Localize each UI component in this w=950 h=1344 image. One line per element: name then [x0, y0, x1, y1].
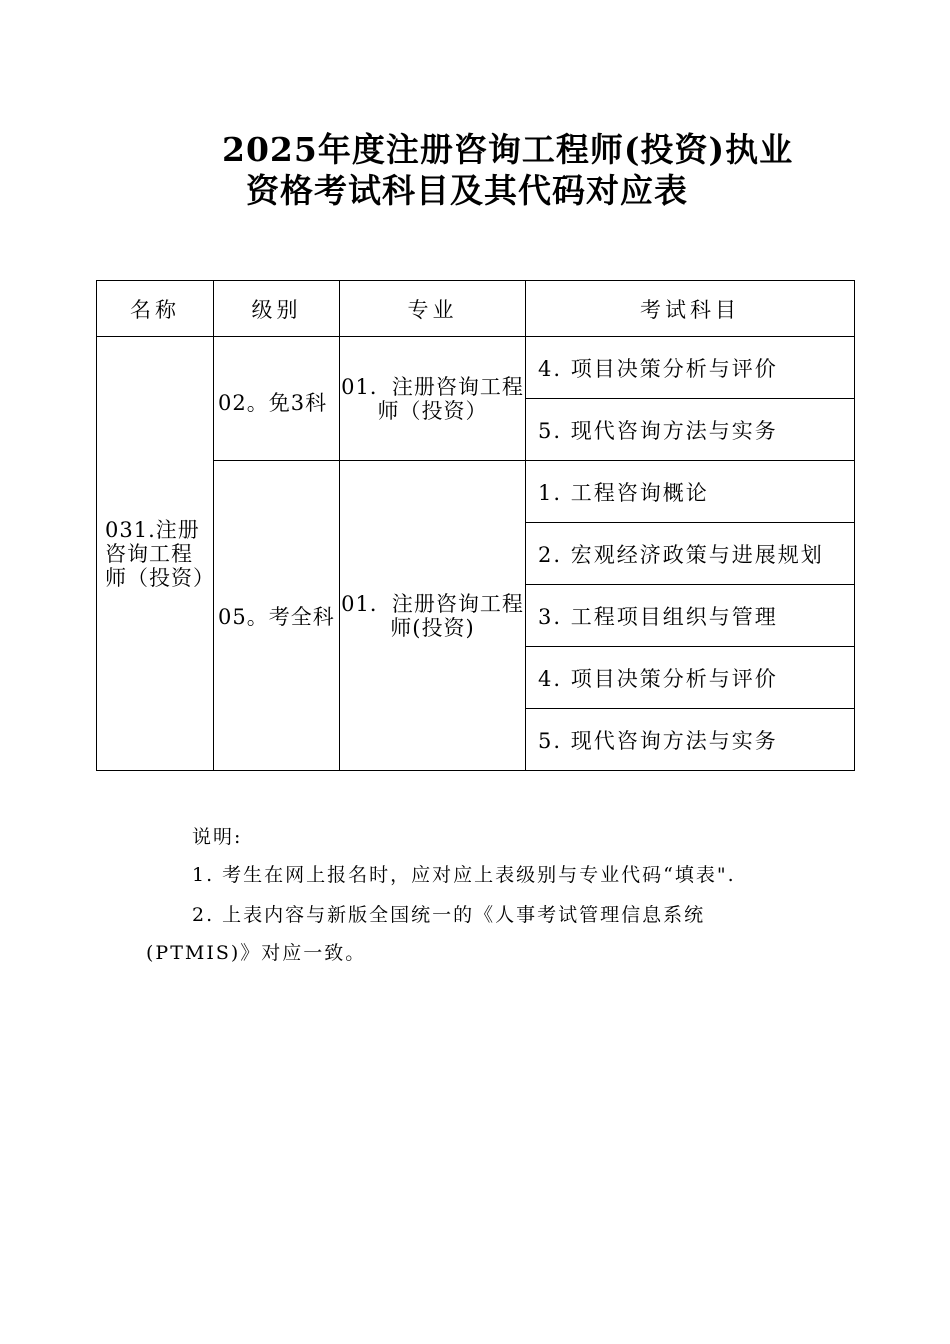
note-item-2-continued: (PTMIS)》对应一致。: [146, 942, 367, 964]
table-header-row: [97, 281, 855, 337]
note-item-1: 1. 考生在网上报名时，应对应上表级别与专业代码“填表".: [192, 864, 736, 886]
subject-cell: 5. 现代咨询方法与实务: [526, 709, 855, 771]
qualification-name: 031.注册咨询工程师（投资）: [97, 337, 214, 771]
subject-cell: 5. 现代咨询方法与实务: [526, 399, 855, 461]
note-item-2: 2. 上表内容与新版全国统一的《人事考试管理信息系统: [192, 904, 706, 926]
exam-subject-table: [96, 280, 855, 771]
subject-cell: 2. 宏观经济政策与进展规划: [526, 523, 855, 585]
document-title-line-2: 资格考试科目及其代码对应表: [246, 171, 688, 210]
table-row: [97, 337, 855, 399]
header-major: 专业: [340, 281, 526, 337]
notes-heading: 说明:: [192, 826, 243, 848]
major-cell: 01．注册咨询工程师（投资）: [340, 337, 526, 461]
subject-cell: 4. 项目决策分析与评价: [526, 337, 855, 399]
header-name: 名称: [97, 281, 214, 337]
header-level: 级别: [214, 281, 340, 337]
major-cell: 01．注册咨询工程师(投资): [340, 461, 526, 771]
document-title-line-1: 2025年度注册咨询工程师(投资)执业: [222, 130, 794, 169]
header-subject: 考试科目: [526, 281, 855, 337]
level-cell: 05。考全科: [214, 461, 340, 771]
subject-cell: 4. 项目决策分析与评价: [526, 647, 855, 709]
subject-cell: 1. 工程咨询概论: [526, 461, 855, 523]
subject-cell: 3. 工程项目组织与管理: [526, 585, 855, 647]
level-cell: 02。免3科: [214, 337, 340, 461]
